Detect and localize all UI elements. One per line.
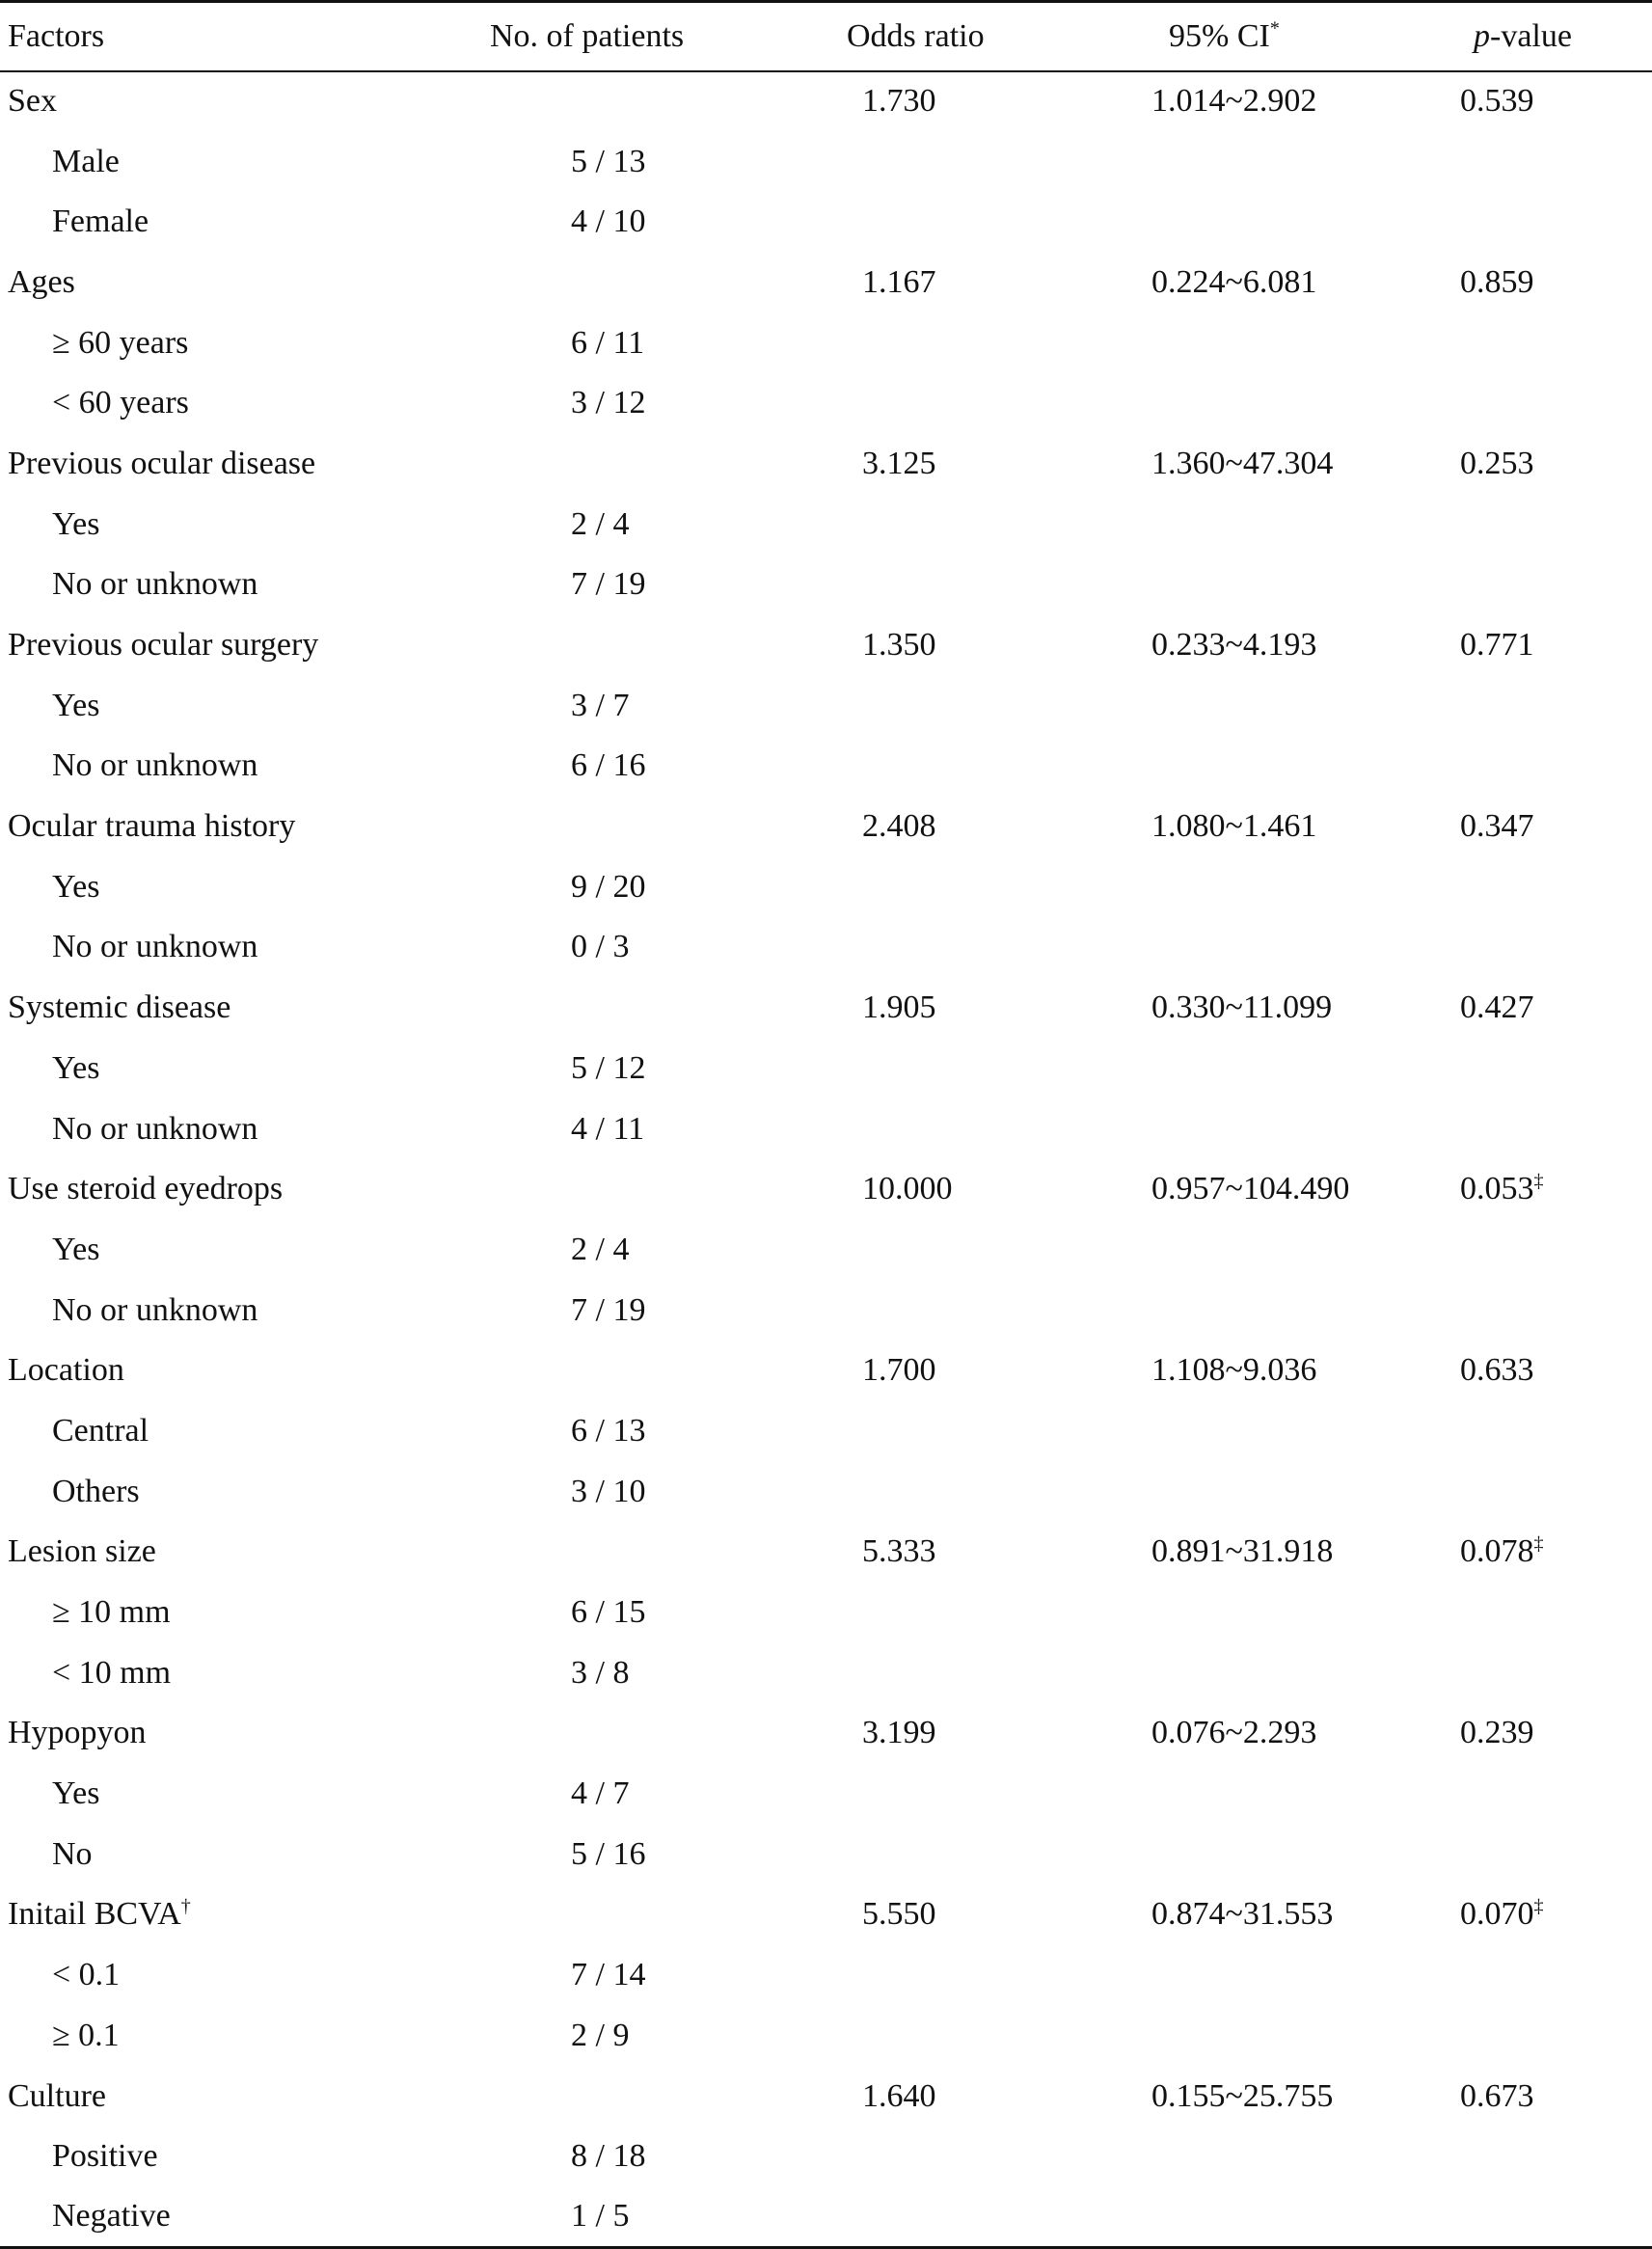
patients-cell: 7 / 19	[571, 1291, 646, 1328]
table-subrow	[0, 192, 1652, 253]
factor-cell	[0, 978, 453, 1039]
factor-cell	[0, 1401, 453, 1462]
factor-label: Yes	[52, 1775, 100, 1812]
factor-cell	[0, 1461, 453, 1522]
ci-cell: 0.330~11.099	[1151, 989, 1333, 1026]
p-value-cell	[1435, 1341, 1652, 1401]
odds-ratio-cell	[735, 1824, 1088, 1884]
ci-cell: 0.076~2.293	[1151, 1715, 1317, 1751]
ci-cell	[1088, 736, 1435, 797]
factor-cell	[0, 1220, 453, 1281]
factor-cell	[0, 2127, 453, 2187]
factor-label: Yes	[52, 687, 100, 723]
p-value-cell	[1435, 978, 1652, 1039]
ci-cell	[1088, 2127, 1435, 2187]
ci-cell	[1088, 856, 1435, 917]
table-subrow	[0, 1583, 1652, 1643]
odds-ratio-cell	[735, 1583, 1088, 1643]
factor-footnote-mark: †	[180, 1896, 191, 1918]
odds-ratio-cell: 2.408	[862, 808, 936, 845]
p-value-cell	[1435, 71, 1652, 132]
factor-label: Previous ocular surgery	[8, 627, 319, 664]
table-subrow	[0, 373, 1652, 434]
p-value: 0.771	[1460, 627, 1534, 664]
table-subrow	[0, 1039, 1652, 1099]
ci-cell	[1088, 555, 1435, 615]
ci-cell	[1088, 1401, 1435, 1462]
factor-cell	[0, 736, 453, 797]
patients-cell: 2 / 4	[571, 505, 630, 542]
factor-cell	[0, 192, 453, 253]
factor-cell	[0, 1583, 453, 1643]
factor-cell	[0, 1280, 453, 1341]
table-subrow	[0, 736, 1652, 797]
factor-label: Negative	[52, 2198, 171, 2235]
factor-label: Hypopyon	[8, 1715, 147, 1751]
ci-cell	[1088, 1220, 1435, 1281]
table-body	[0, 71, 1652, 2248]
factor-cell	[0, 373, 453, 434]
table-subrow	[0, 1220, 1652, 1281]
table-subrow	[0, 1098, 1652, 1159]
factor-cell	[0, 71, 453, 132]
p-value: 0.859	[1460, 263, 1534, 300]
table-subrow	[0, 2127, 1652, 2187]
ci-cell: 1.360~47.304	[1151, 445, 1334, 481]
odds-ratio-cell	[735, 373, 1088, 434]
factor-cell	[0, 1098, 453, 1159]
p-value-cell	[1435, 434, 1652, 495]
factor-label: Sex	[8, 83, 57, 120]
ci-cell	[1088, 1764, 1435, 1825]
patients-cell: 7 / 19	[571, 566, 646, 603]
factor-label: Yes	[52, 505, 100, 542]
patients-cell	[453, 2066, 735, 2127]
table-row	[0, 615, 1652, 676]
ci-cell: 0.224~6.081	[1151, 263, 1317, 300]
factor-cell	[0, 494, 453, 555]
patients-cell: 6 / 11	[571, 324, 645, 361]
patients-cell: 5 / 13	[571, 143, 646, 179]
table-row	[0, 434, 1652, 495]
odds-ratio-cell	[735, 1945, 1088, 2006]
odds-ratio-cell	[735, 312, 1088, 373]
factor-cell	[0, 434, 453, 495]
factor-cell	[0, 253, 453, 313]
table-subrow	[0, 1945, 1652, 2006]
factor-label: Systemic disease	[8, 989, 231, 1026]
factor-label: Location	[8, 1352, 124, 1389]
ci-cell	[1088, 1098, 1435, 1159]
ci-cell: 0.155~25.755	[1151, 2077, 1334, 2114]
patients-cell: 3 / 12	[571, 385, 646, 421]
odds-ratio-cell	[735, 1039, 1088, 1099]
ci-cell	[1088, 2006, 1435, 2067]
table-subrow	[0, 494, 1652, 555]
odds-ratio-cell	[735, 131, 1088, 192]
factor-cell	[0, 856, 453, 917]
p-value-cell	[1435, 373, 1652, 434]
patients-cell: 9 / 20	[571, 868, 646, 905]
table-subrow	[0, 1764, 1652, 1825]
table-subrow	[0, 2006, 1652, 2067]
p-value-cell	[1435, 1098, 1652, 1159]
patients-cell	[453, 978, 735, 1039]
patients-cell: 0 / 3	[571, 929, 630, 965]
p-value: 0.633	[1460, 1352, 1534, 1389]
odds-ratio-cell	[735, 917, 1088, 978]
header-p-italic: p	[1474, 17, 1490, 54]
p-value-cell	[1435, 2066, 1652, 2127]
table-subrow	[0, 1401, 1652, 1462]
factor-label: No or unknown	[52, 747, 258, 784]
p-value: 0.253	[1460, 445, 1534, 481]
factor-cell	[0, 1039, 453, 1099]
odds-ratio-cell	[735, 494, 1088, 555]
table-subrow	[0, 675, 1652, 736]
ci-cell	[1088, 1642, 1435, 1703]
factor-cell	[0, 1945, 453, 2006]
patients-cell: 3 / 7	[571, 687, 630, 723]
ci-cell	[1088, 1945, 1435, 2006]
p-value-cell	[1435, 1583, 1652, 1643]
factor-label: Ages	[8, 263, 75, 300]
table-subrow	[0, 1824, 1652, 1884]
factor-label: < 10 mm	[52, 1654, 172, 1691]
patients-cell: 3 / 10	[571, 1473, 646, 1509]
patients-cell: 4 / 7	[571, 1775, 630, 1812]
patients-cell	[453, 615, 735, 676]
table-subrow	[0, 1642, 1652, 1703]
p-value-cell	[1435, 1280, 1652, 1341]
table-row	[0, 1159, 1652, 1220]
odds-ratio-cell	[735, 856, 1088, 917]
ci-cell: 1.080~1.461	[1151, 808, 1317, 845]
ci-cell	[1088, 131, 1435, 192]
patients-cell	[453, 434, 735, 495]
p-value-cell	[1435, 675, 1652, 736]
factor-label: Central	[52, 1412, 149, 1449]
p-value-cell	[1435, 797, 1652, 857]
factor-label: Yes	[52, 1049, 100, 1086]
patients-cell: 5 / 12	[571, 1049, 646, 1086]
p-value: 0.347	[1460, 808, 1534, 845]
ci-cell	[1088, 917, 1435, 978]
factor-cell	[0, 1341, 453, 1401]
factor-label: Others	[52, 1473, 140, 1509]
p-value-footnote-mark: ‡	[1533, 1896, 1544, 1918]
patients-cell	[453, 71, 735, 132]
patients-cell	[453, 1159, 735, 1220]
table-subrow	[0, 131, 1652, 192]
p-value-cell	[1435, 494, 1652, 555]
patients-cell: 4 / 10	[571, 203, 646, 240]
table-row	[0, 1341, 1652, 1401]
header-p-value	[1435, 2, 1652, 71]
table-row	[0, 1703, 1652, 1764]
p-value-footnote-mark: ‡	[1533, 1533, 1544, 1556]
table-subrow	[0, 2187, 1652, 2248]
p-value: 0.427	[1460, 989, 1534, 1026]
p-value-cell	[1435, 253, 1652, 313]
table-subrow	[0, 555, 1652, 615]
patients-cell	[453, 1703, 735, 1764]
ci-cell: 1.108~9.036	[1151, 1352, 1317, 1389]
p-value-cell	[1435, 1039, 1652, 1099]
p-value-cell	[1435, 1642, 1652, 1703]
patients-cell: 2 / 4	[571, 1231, 630, 1267]
p-value-cell	[1435, 1703, 1652, 1764]
header-factors: Factors	[0, 2, 453, 71]
factor-label: Yes	[52, 1231, 100, 1267]
odds-ratio-cell: 1.167	[862, 263, 936, 300]
header-ci-label: 95% CI	[1169, 17, 1270, 54]
odds-ratio-cell	[735, 1401, 1088, 1462]
p-value-cell	[1435, 615, 1652, 676]
p-value-cell	[1435, 917, 1652, 978]
ci-cell	[1088, 1583, 1435, 1643]
p-value-cell	[1435, 312, 1652, 373]
factor-cell	[0, 675, 453, 736]
patients-cell: 2 / 9	[571, 2017, 630, 2053]
p-value: 0.539	[1460, 83, 1534, 120]
p-value: 0.673	[1460, 2077, 1534, 2114]
table-row	[0, 253, 1652, 313]
ci-cell: 0.233~4.193	[1151, 627, 1317, 664]
patients-cell: 6 / 13	[571, 1412, 646, 1449]
table-subrow	[0, 1280, 1652, 1341]
factor-cell	[0, 797, 453, 857]
factor-cell	[0, 917, 453, 978]
header-ci	[1088, 2, 1435, 71]
odds-ratio-cell	[735, 555, 1088, 615]
odds-ratio-cell	[735, 2127, 1088, 2187]
odds-ratio-cell	[735, 2187, 1088, 2248]
table-subrow	[0, 856, 1652, 917]
factor-cell	[0, 1159, 453, 1220]
odds-ratio-cell: 1.730	[862, 83, 936, 120]
odds-ratio-cell	[735, 1461, 1088, 1522]
patients-cell: 6 / 16	[571, 747, 646, 784]
p-value-cell	[1435, 1764, 1652, 1825]
factor-cell	[0, 1642, 453, 1703]
factor-label: No or unknown	[52, 929, 258, 965]
header-odds-ratio: Odds ratio	[735, 2, 1088, 71]
odds-ratio-cell	[735, 1642, 1088, 1703]
odds-ratio-cell: 1.640	[862, 2077, 936, 2114]
ci-cell: 0.874~31.553	[1151, 1896, 1334, 1933]
factor-label: No or unknown	[52, 566, 258, 603]
factor-label: < 0.1	[52, 1957, 121, 1993]
patients-cell: 6 / 15	[571, 1594, 646, 1631]
p-value-cell	[1435, 2187, 1652, 2248]
factor-label: Male	[52, 143, 120, 179]
factor-label: No or unknown	[52, 1110, 258, 1147]
ci-cell	[1088, 1824, 1435, 1884]
p-value: 0.078	[1460, 1533, 1534, 1570]
p-value-cell	[1435, 131, 1652, 192]
ci-cell	[1088, 1461, 1435, 1522]
patients-cell: 3 / 8	[571, 1654, 630, 1691]
table-subrow	[0, 917, 1652, 978]
factor-cell	[0, 1764, 453, 1825]
table-row	[0, 978, 1652, 1039]
ci-cell	[1088, 1280, 1435, 1341]
ci-cell	[1088, 1039, 1435, 1099]
p-value-cell	[1435, 555, 1652, 615]
patients-cell: 4 / 11	[571, 1110, 645, 1147]
p-value-cell	[1435, 1945, 1652, 2006]
odds-ratio-cell	[735, 1280, 1088, 1341]
ci-cell	[1088, 2187, 1435, 2248]
table-header	[0, 2, 1652, 71]
odds-ratio-cell	[735, 736, 1088, 797]
factor-label: Positive	[52, 2138, 158, 2175]
patients-cell: 5 / 16	[571, 1835, 646, 1872]
factor-cell	[0, 1824, 453, 1884]
factor-label: No or unknown	[52, 1291, 258, 1328]
p-value-cell	[1435, 1159, 1652, 1220]
table-row	[0, 2066, 1652, 2127]
ci-cell: 1.014~2.902	[1151, 83, 1317, 120]
header-p-rest: -value	[1490, 17, 1572, 54]
table-subrow	[0, 1461, 1652, 1522]
factor-label: Ocular trauma history	[8, 808, 296, 845]
p-value-cell	[1435, 1401, 1652, 1462]
ci-cell	[1088, 494, 1435, 555]
odds-ratio-cell: 5.550	[862, 1896, 936, 1933]
factor-label: Initail BCVA	[8, 1896, 181, 1933]
ci-cell	[1088, 192, 1435, 253]
patients-cell: 8 / 18	[571, 2138, 646, 2175]
odds-ratio-cell: 1.905	[862, 989, 936, 1026]
odds-ratio-cell: 3.199	[862, 1715, 936, 1751]
patients-cell	[453, 1341, 735, 1401]
factor-cell	[0, 2066, 453, 2127]
header-ci-footnote-mark: *	[1269, 17, 1280, 40]
factor-label: ≥ 10 mm	[52, 1594, 171, 1631]
ci-cell: 0.891~31.918	[1151, 1533, 1334, 1570]
table-row	[0, 71, 1652, 132]
p-value-cell	[1435, 856, 1652, 917]
patients-cell	[453, 1884, 735, 1945]
factor-cell	[0, 131, 453, 192]
patients-cell	[453, 253, 735, 313]
p-value-cell	[1435, 1824, 1652, 1884]
factor-label: ≥ 60 years	[52, 324, 189, 361]
factor-label: Culture	[8, 2077, 106, 2114]
header-row	[0, 2, 1652, 71]
factor-cell	[0, 2187, 453, 2248]
factor-label: Lesion size	[8, 1533, 156, 1570]
factor-cell	[0, 615, 453, 676]
header-patients: No. of patients	[453, 2, 735, 71]
odds-ratio-cell: 1.350	[862, 627, 936, 664]
p-value: 0.239	[1460, 1715, 1534, 1751]
odds-ratio-cell	[735, 1220, 1088, 1281]
odds-ratio-cell	[735, 675, 1088, 736]
factor-label: No	[52, 1835, 93, 1872]
patients-cell: 1 / 5	[453, 2187, 735, 2248]
ci-cell	[1088, 675, 1435, 736]
p-value-cell	[1435, 1522, 1652, 1583]
p-value-cell	[1435, 1461, 1652, 1522]
odds-ratio-cell: 3.125	[862, 445, 936, 481]
ci-cell	[1088, 312, 1435, 373]
factor-cell	[0, 312, 453, 373]
odds-ratio-cell	[735, 1098, 1088, 1159]
odds-ratio-cell	[735, 1764, 1088, 1825]
p-value-cell	[1435, 1884, 1652, 1945]
p-value: 0.053	[1460, 1171, 1534, 1207]
factor-label: Female	[52, 203, 149, 240]
table-subrow	[0, 312, 1652, 373]
factor-cell	[0, 555, 453, 615]
p-value: 0.070	[1460, 1896, 1534, 1933]
ci-cell: 0.957~104.490	[1151, 1171, 1350, 1207]
p-value-cell	[1435, 2006, 1652, 2067]
odds-ratio-cell: 5.333	[862, 1533, 936, 1570]
p-value-footnote-mark: ‡	[1533, 1170, 1544, 1192]
p-value-cell	[1435, 1220, 1652, 1281]
factor-cell	[0, 1703, 453, 1764]
table-row	[0, 797, 1652, 857]
p-value-cell	[1435, 736, 1652, 797]
factor-label: ≥ 0.1	[52, 2017, 120, 2053]
odds-ratio-cell	[735, 192, 1088, 253]
factor-cell	[0, 1522, 453, 1583]
odds-ratio-cell	[735, 2006, 1088, 2067]
patients-cell	[453, 1522, 735, 1583]
p-value-cell	[1435, 192, 1652, 253]
p-value-cell	[1435, 2127, 1652, 2187]
factor-label: < 60 years	[52, 385, 189, 421]
factor-label: Use steroid eyedrops	[8, 1171, 284, 1207]
factor-cell	[0, 1884, 453, 1945]
factor-label: Yes	[52, 868, 100, 905]
factor-label: Previous ocular disease	[8, 445, 316, 481]
patients-cell	[453, 797, 735, 857]
odds-ratio-cell: 10.000	[862, 1171, 953, 1207]
ci-cell	[1088, 373, 1435, 434]
table-row	[0, 1884, 1652, 1945]
odds-ratio-cell: 1.700	[862, 1352, 936, 1389]
table-row	[0, 1522, 1652, 1583]
patients-cell: 7 / 14	[571, 1957, 646, 1993]
factor-cell	[0, 2006, 453, 2067]
